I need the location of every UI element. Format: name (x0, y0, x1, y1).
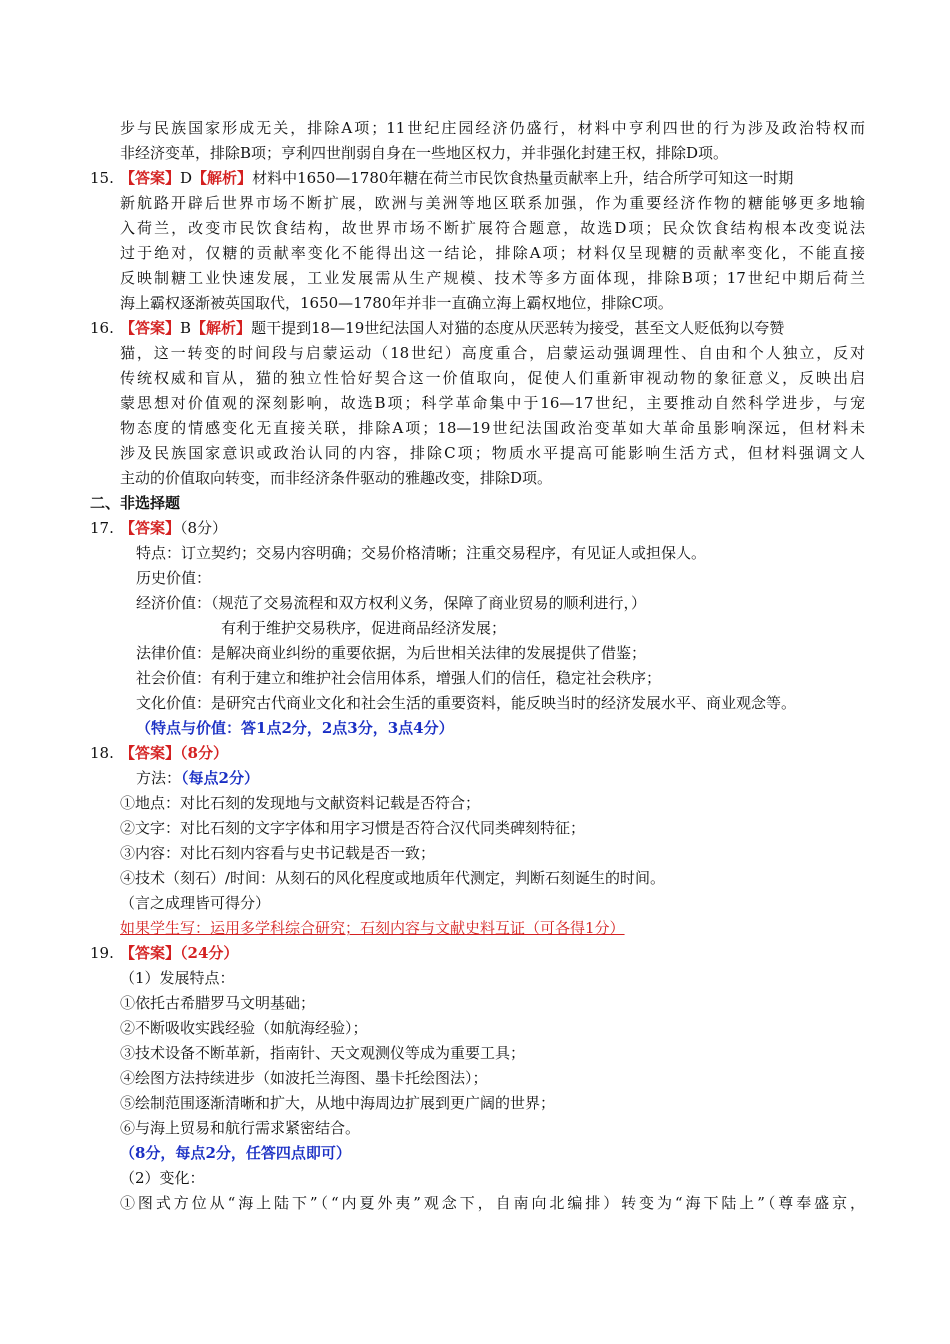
answer-header (120, 941, 238, 965)
scoring-note: （8分，每点2分，任答四点即可） (120, 1144, 351, 1162)
answer-tag: 【答案】 (120, 519, 181, 537)
score: （8分） (180, 744, 228, 762)
answer-line: ①依托古希腊罗马文明基础； (120, 994, 316, 1012)
question-number: 16. (90, 319, 114, 337)
analysis-text: 材料中1650—1780年糖在荷兰市民饮食热量贡献率上升，结合所学可知这一时期 (252, 169, 794, 187)
answer-tag: 【答案】 (120, 169, 181, 187)
additional-note: 如果学生写：运用多学科综合研究；石刻内容与文献史料互证（可各得1分） (120, 919, 625, 937)
question-number: 15. (90, 169, 114, 187)
answer-header (120, 166, 793, 190)
analysis-tag: 【解析】 (191, 319, 252, 337)
paragraph-line: 涉及民族国家意识或政治认同的内容，排除C项；物质水平提高可能影响生活方式，但材料强调文人 (120, 444, 865, 462)
answer-line: 法律价值：是解决商业纠纷的重要依据，为后世相关法律的发展提供了借鉴； (136, 644, 647, 662)
answer-line: ②不断吸收实践经验（如航海经验）； (120, 1019, 368, 1037)
score: （24分） (180, 944, 239, 962)
paragraph-line: 海上霸权逐渐被英国取代，1650—1780年并非一直确立海上霸权地位，排除C项。 (120, 294, 673, 312)
answer-line: 文化价值：是研究古代商业文化和社会生活的重要资料，能反映当时的经济发展水平、商业观念等。 (136, 694, 797, 712)
paragraph-line: 步与民族国家形成无关，排除A项；11世纪庄园经济仍盛行，材料中亨利四世的行为涉及政治特权而 (120, 119, 865, 137)
answer-line: ④技术（刻石）/时间：从刻石的风化程度或地质年代测定，判断石刻诞生的时间。 (120, 869, 666, 887)
answer-line: 特点：订立契约；交易内容明确；交易价格清晰；注重交易程序，有见证人或担保人。 (136, 544, 707, 562)
answer-line: 社会价值：有利于建立和维护社会信用体系，增强人们的信任，稳定社会秩序； (136, 669, 662, 687)
answer-line: 历史价值： (136, 569, 212, 587)
answer-line: ④绘图方法持续进步（如波托兰海图、墨卡托绘图法）； (120, 1069, 488, 1087)
question-number: 17. (90, 519, 114, 537)
method-label: 方法： (136, 769, 182, 787)
analysis-tag: 【解析】 (192, 169, 253, 187)
answer-tag: 【答案】 (120, 319, 181, 337)
answer-line: ①图式方位从“海上陆下”（“内夏外夷”观念下，自南向北编排）转变为“海下陆上”（尊奉盛京， (120, 1194, 865, 1212)
method-note: （每点2分） (181, 769, 259, 787)
subheading: （2）变化： (120, 1169, 205, 1187)
paragraph-line: 非经济变革，排除B项；亨利四世削弱自身在一些地区权力，并非强化封建王权，排除D项。 (120, 144, 729, 162)
analysis-text: 题干提到18—19世纪法国人对猫的态度从厌恶转为接受，甚至文人贬低狗以夸赞 (251, 319, 785, 337)
question-number: 18. (90, 744, 114, 762)
section-heading: 二、非选择题 (90, 494, 181, 512)
answer-line: ①地点：对比石刻的发现地与文献资料记载是否符合； (120, 794, 481, 812)
answer-line: （言之成理皆可得分） (120, 894, 271, 912)
answer-line: 经济价值：（规范了交易流程和双方权利义务，保障了商业贸易的顺利进行，） (136, 594, 647, 612)
answer-header (120, 741, 228, 765)
scoring-note: （特点与价值：答1点2分，2点3分，3点4分） (136, 719, 454, 737)
question-number: 19. (90, 944, 114, 962)
paragraph-line: 蒙思想对价值观的深刻影响，故选B项；科学革命集中于16—17世纪，主要推动自然科学进步，与宠 (120, 394, 865, 412)
score: （8分） (180, 519, 228, 537)
answer-line: ②文字：对比石刻的文字字体和用字习惯是否符合汉代同类碑刻特征； (120, 819, 586, 837)
answer-line: ③技术设备不断革新，指南针、天文观测仪等成为重要工具； (120, 1044, 526, 1062)
paragraph-line: 传统权威和盲从，猫的独立性恰好契合这一价值取向，促使人们重新审视动物的象征意义，反映出启 (120, 369, 865, 387)
paragraph-line: 反映制糖工业快速发展，工业发展需从生产规模、技术等多方面体现，排除B项；17世纪中期后荷兰 (120, 269, 865, 287)
answer-header (120, 516, 227, 540)
subheading: （1）发展特点： (120, 969, 235, 987)
answer-letter: B (180, 319, 192, 337)
paragraph-line: 过于绝对，仅糖的贡献率变化不能得出这一结论，排除A项；材料仅呈现糖的贡献率变化，不能直接 (120, 244, 865, 262)
answer-line: 有利于维护交易秩序，促进商品经济发展； (221, 619, 507, 637)
paragraph-line: 物态度的情感变化无直接关联，排除A项；18—19世纪法国政治变革如大革命虽影响深远，但材料未 (120, 419, 865, 437)
answer-line: ⑥与海上贸易和航行需求紧密结合。 (120, 1119, 361, 1137)
answer-header (120, 316, 784, 340)
method-line (136, 766, 259, 790)
answer-line: ⑤绘制范围逐渐清晰和扩大，从地中海周边扩展到更广阔的世界； (120, 1094, 556, 1112)
paragraph-line: 新航路开辟后世界市场不断扩展，欧洲与美洲等地区联系加强，作为重要经济作物的糖能够更多地输 (120, 194, 865, 212)
answer-tag: 【答案】 (120, 944, 181, 962)
answer-line: ③内容：对比石刻内容看与史书记载是否一致； (120, 844, 436, 862)
paragraph-line: 猫，这一转变的时间段与启蒙运动（18世纪）高度重合，启蒙运动强调理性、自由和个人独立，反对 (120, 344, 865, 362)
paragraph-line: 主动的价值取向转变，而非经济条件驱动的雅趣改变，排除D项。 (120, 469, 553, 487)
paragraph-line: 入荷兰，改变市民饮食结构，故世界市场不断扩展符合题意，故选D项；民众饮食结构根本改变说法 (120, 219, 865, 237)
answer-tag: 【答案】 (120, 744, 181, 762)
answer-letter: D (180, 169, 193, 187)
